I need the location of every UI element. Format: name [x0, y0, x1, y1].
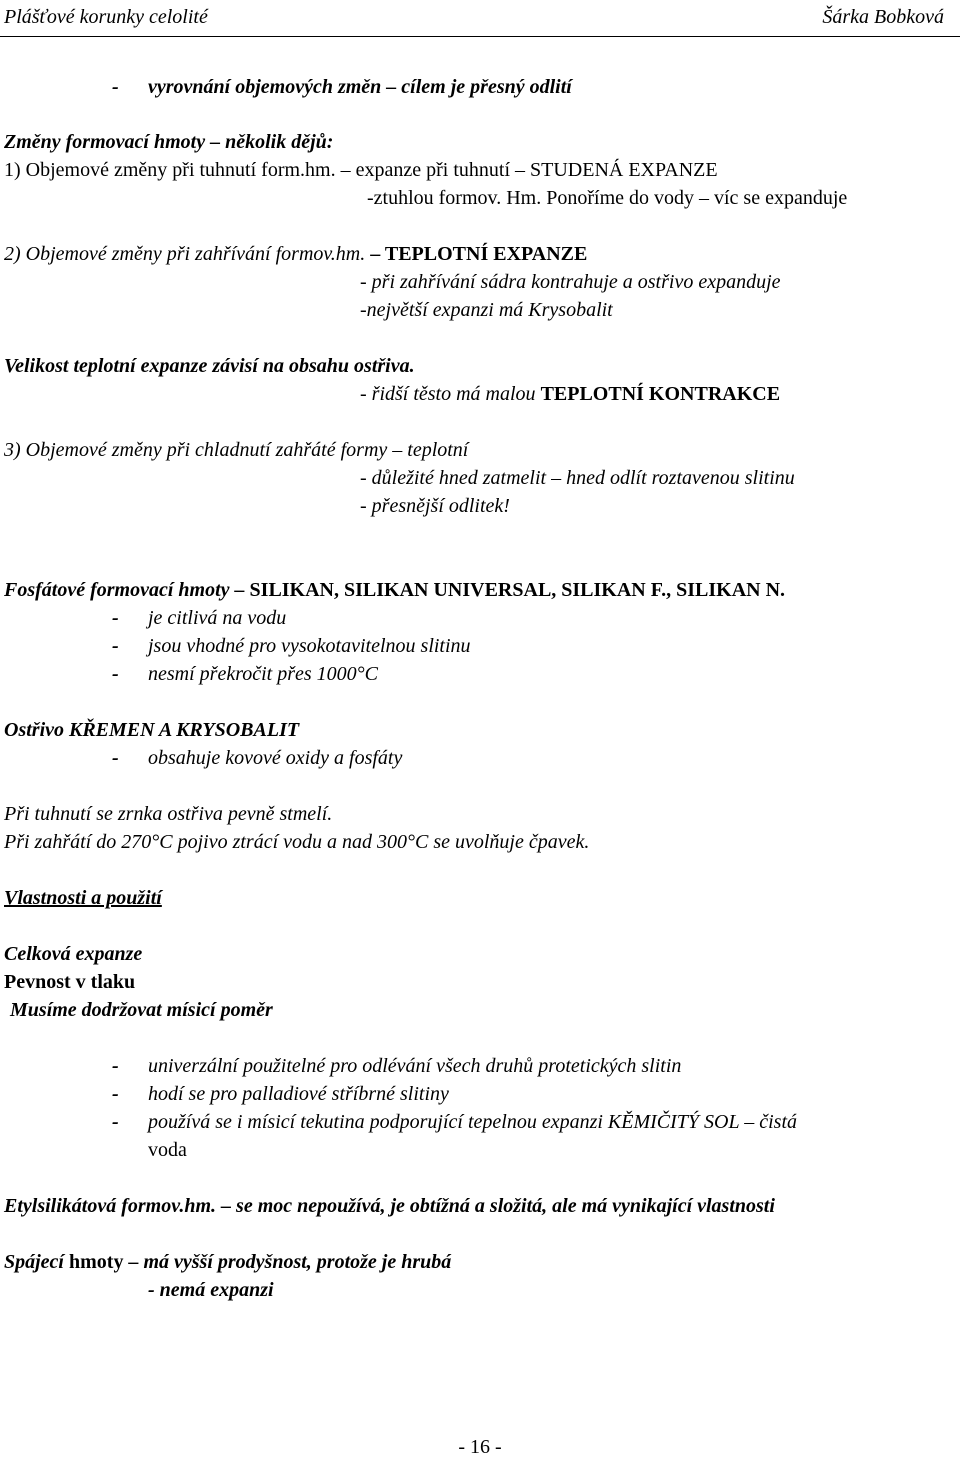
section-heading: Fosfátové formovací hmoty – SILIKAN, SILIKAN UNIVERSAL, SILIKAN F., SILIKAN N. — [4, 579, 786, 601]
text-line: -ztuhlou formov. Hm. Ponoříme do vody – víc se expanduje — [367, 187, 848, 209]
text-line: Velikost teplotní expanze závisí na obsahu ostřiva. — [4, 355, 415, 377]
text-line: 3) Objemové změny při chladnutí zahřáté formy – teplotní — [4, 439, 469, 461]
text-line: - řidší těsto má malou TEPLOTNÍ KONTRAKCE — [360, 383, 781, 405]
list-item: - hodí se pro palladiové stříbrné slitiny — [112, 1083, 449, 1105]
text-line: - důležité hned zatmelit – hned odlít roztavenou slitinu — [360, 467, 795, 489]
section-heading: Vlastnosti a použití — [4, 887, 162, 909]
text-line: Musíme dodržovat mísicí poměr — [10, 999, 273, 1021]
header-title: Plášťové korunky celolité — [4, 6, 208, 28]
text-line: Pevnost v tlaku — [4, 971, 136, 993]
text-line: Při zahřátí do 270°C pojivo ztrácí vodu a nad 300°C se uvolňuje čpavek. — [4, 831, 590, 853]
text-line: 1) Objemové změny při tuhnutí form.hm. – expanze při tuhnutí – STUDENÁ EXPANZE — [4, 159, 718, 181]
list-item: - jsou vhodné pro vysokotavitelnou slitinu — [112, 635, 471, 657]
list-item: - obsahuje kovové oxidy a fosfáty — [112, 747, 403, 769]
page-number: - 16 - — [458, 1436, 502, 1458]
list-item: - používá se i mísicí tekutina podporující tepelnou expanzi KĚMIČITÝ SOL – čistá — [112, 1111, 798, 1133]
text-line: - nemá expanzi — [148, 1279, 274, 1301]
page-header — [0, 0, 960, 37]
text-line: Etylsilikátová formov.hm. – se moc nepoužívá, je obtížná a složitá, ale má vynikající vlastnosti — [4, 1195, 775, 1217]
text-line: - při zahřívání sádra kontrahuje a ostřivo expanduje — [360, 271, 781, 293]
text-line: - vyrovnání objemových změn – cílem je přesný odlití — [112, 76, 572, 98]
text-line: - přesnější odlitek! — [360, 495, 510, 517]
text-line: Při tuhnutí se zrnka ostřiva pevně stmelí. — [4, 803, 333, 825]
list-item: - je citlivá na vodu — [112, 607, 287, 629]
header-author: Šárka Bobková — [822, 6, 944, 28]
section-heading: Změny formovací hmoty – několik dějů: — [4, 131, 334, 153]
list-item: - nesmí překročit přes 1000°C — [112, 663, 379, 685]
text-line: voda — [148, 1139, 187, 1161]
text-line: 2) Objemové změny při zahřívání formov.hm. – TEPLOTNÍ EXPANZE — [4, 243, 588, 265]
section-heading: Ostřivo KŘEMEN A KRYSOBALIT — [4, 719, 300, 741]
text-line: Spájecí hmoty – má vyšší prodyšnost, protože je hrubá — [4, 1251, 452, 1273]
list-item: - univerzální použitelné pro odlévání všech druhů protetických slitin — [112, 1055, 682, 1077]
text-line: Celková expanze — [4, 943, 143, 965]
text-line: -největší expanzi má Krysobalit — [360, 299, 613, 321]
